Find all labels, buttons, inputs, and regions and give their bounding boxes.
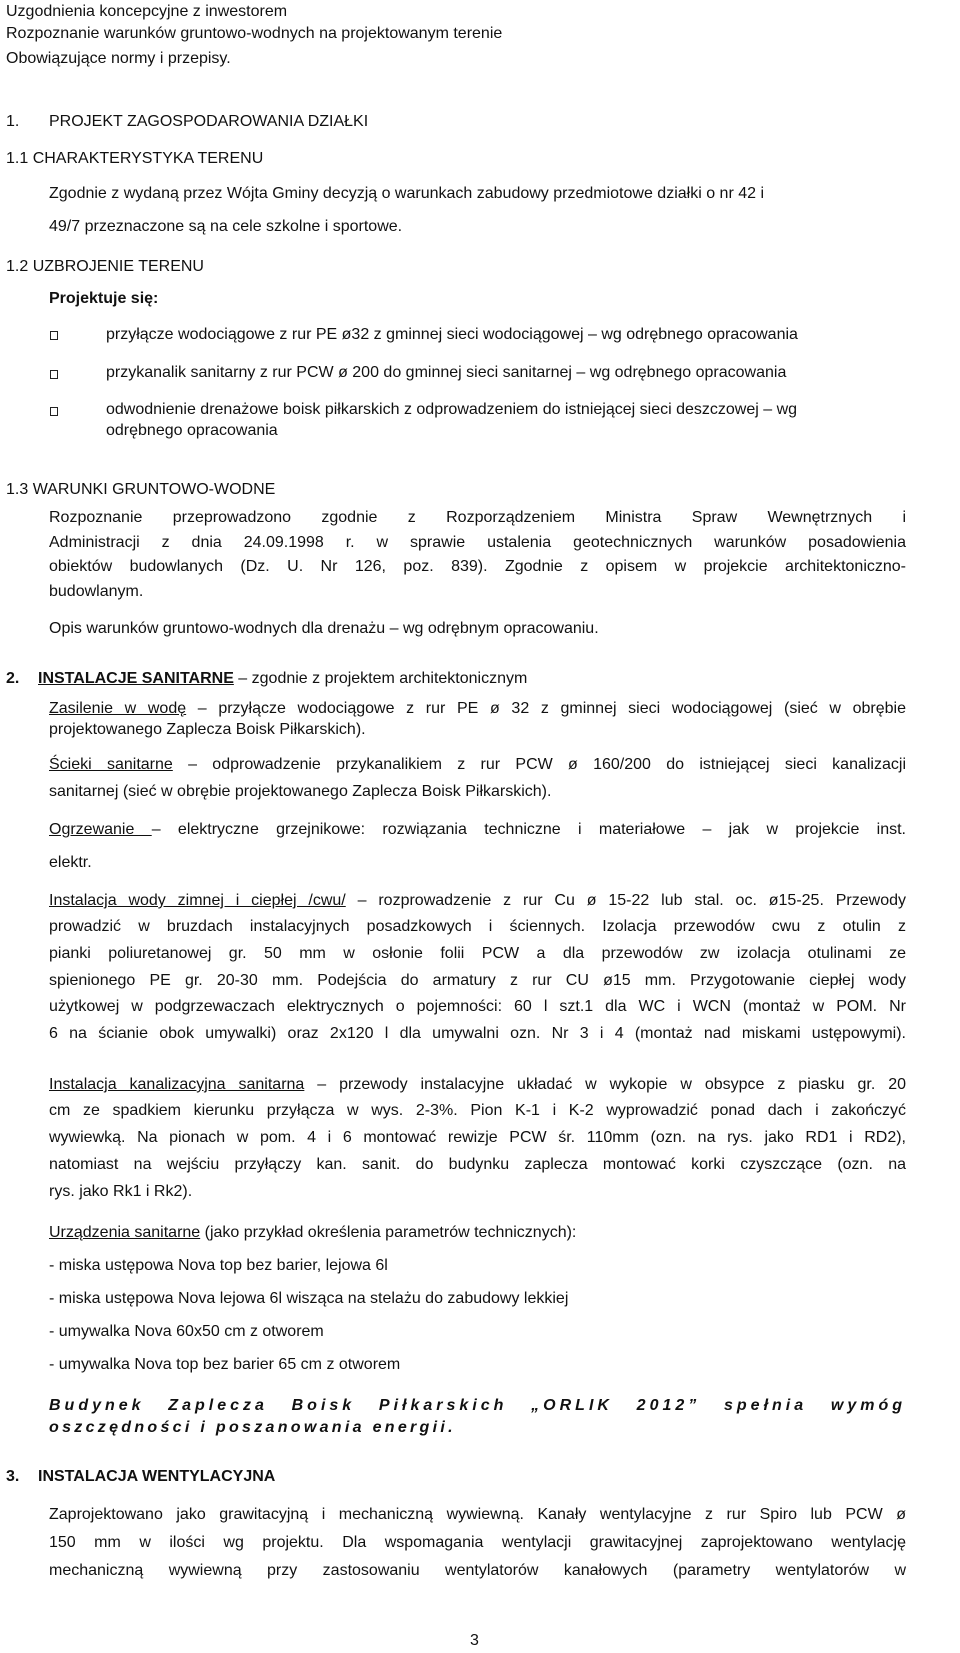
paragraph-line — [49, 1075, 906, 1094]
section-1-title: PROJEKT ZAGOSPODAROWANIA DZIAŁKI — [49, 113, 369, 130]
paragraph-line: 6 na ścianie obok umywalki) oraz 2x120 l dla umywalni ozn. Nr 3 i 4 (montaż nad miskami ustępowymi). — [49, 1025, 906, 1042]
subsection-label: Ścieki sanitarne — [49, 756, 173, 773]
subsection-label: Urządzenia sanitarne — [49, 1224, 201, 1241]
paragraph-line: wywiewką. Na pionach w pom. 4 i 6 montować rewizje PCW śr. 110mm (ozn. na rys. jako RD1 i RD2), — [49, 1129, 906, 1146]
header-line-1: Uzgodnienia koncepcyjne z inwestorem — [6, 3, 288, 20]
paragraph-line: 150 mm w ilości wg projektu. Dla wspomagania wentylacji grawitacyjnej zaprojektowano wentylację — [49, 1534, 906, 1551]
paragraph-line: rys. jako Rk1 i Rk2). — [49, 1183, 193, 1200]
square-bullet-icon — [50, 331, 58, 340]
list-item: przyłącze wodociągowe z rur PE ø32 z gminnej sieci wodociągowej – wg odrębnego opracowania — [106, 326, 798, 343]
device-item: - miska ustępowa Nova lejowa 6l wisząca na stelażu do zabudowy lekkiej — [49, 1290, 569, 1307]
section-1-1-title: 1.1 CHARAKTERYSTYKA TERENU — [6, 150, 264, 167]
paragraph-line: Opis warunków gruntowo-wodnych dla drenażu – wg odrębnym opracowaniu. — [49, 620, 599, 637]
square-bullet-icon — [50, 370, 58, 379]
paragraph-line: 49/7 przeznaczone są na cele szkolne i sportowe. — [49, 218, 403, 235]
device-item: - miska ustępowa Nova top bez barier, lejowa 6l — [49, 1257, 388, 1274]
paragraph-text: (jako przykład określenia parametrów technicznych): — [200, 1224, 577, 1241]
subsection-label: Zasilenie w wodę — [49, 700, 187, 717]
paragraph-line — [49, 755, 906, 774]
paragraph-text: – przyłącze wodociągowe z rur PE ø 32 z gminnej sieci wodociągowej (sieć w obrębie — [186, 700, 906, 717]
energy-statement: Budynek Zaplecza Boisk Piłkarskich „ORLIK 2012” spełnia wymóg — [49, 1397, 906, 1414]
paragraph-line: obiektów budowlanych (Dz. U. Nr 126, poz. 839). Zgodnie z opisem w projekcie architektoniczno- — [49, 558, 906, 575]
section-1-number: 1. — [6, 113, 20, 130]
list-item: odwodnienie drenażowe boisk piłkarskich z odprowadzeniem do istniejącej sieci deszczowej – wg — [106, 401, 798, 418]
paragraph-text: – odprowadzenie przykanalikiem z rur PCW ø 160/200 do istniejącej sieci kanalizacji — [172, 756, 906, 773]
paragraph-line: Administracji z dnia 24.09.1998 r. w sprawie ustalenia geotechnicznych warunków posadowienia — [49, 534, 906, 551]
paragraph-text: – elektryczne grzejnikowe: rozwiązania techniczne i materiałowe – jak w projekcie inst. — [151, 821, 907, 838]
section-2-title-rest: – zgodnie z projektem architektonicznym — [233, 670, 528, 687]
paragraph-line — [49, 820, 906, 839]
paragraph-line: projektowanego Zaplecza Boisk Piłkarskich). — [49, 721, 366, 738]
section-2-heading — [38, 669, 527, 688]
page-number: 3 — [470, 1632, 479, 1649]
device-item: - umywalka Nova top bez barier 65 cm z otworem — [49, 1356, 401, 1373]
paragraph-line: pianki poliuretanowej gr. 50 mm w osłonie folii PCW a dla przewodów zw izolacja otulinami ze — [49, 945, 906, 962]
section-3-number: 3. — [6, 1468, 20, 1485]
paragraph-text: – rozprowadzenie z rur Cu ø 15-22 lub stal. oc. ø15-25. Przewody — [345, 892, 907, 909]
paragraph-line: budowlanym. — [49, 583, 144, 600]
header-line-2: Rozpoznanie warunków gruntowo-wodnych na projektowanym terenie — [6, 25, 503, 42]
paragraph-line: Zgodnie z wydaną przez Wójta Gminy decyzją o warunkach zabudowy przedmiotowe działki o nr 42 i — [49, 185, 765, 202]
list-item: przykanalik sanitarny z rur PCW ø 200 do gminnej sieci sanitarnej – wg odrębnego opracowania — [106, 364, 787, 381]
paragraph-line — [49, 699, 906, 718]
paragraph-line: Rozpoznanie przeprowadzono zgodnie z Rozporządzeniem Ministra Spraw Wewnętrznych i — [49, 509, 906, 526]
device-item: - umywalka Nova 60x50 cm z otworem — [49, 1323, 324, 1340]
paragraph-text: – przewody instalacyjne układać w wykopie w obsypce z piasku gr. 20 — [304, 1076, 907, 1093]
paragraph-line — [49, 1223, 576, 1242]
subsection-label: Instalacja kanalizacyjna sanitarna — [49, 1076, 305, 1093]
paragraph-line — [49, 891, 906, 910]
section-3-title: INSTALACJA WENTYLACYJNA — [38, 1468, 276, 1485]
paragraph-line: sanitarnej (sieć w obrębie projektowanego Zaplecza Boisk Piłkarskich). — [49, 783, 552, 800]
header-line-3: Obowiązujące normy i przepisy. — [6, 50, 231, 67]
subsection-label: Instalacja wody zimnej i ciepłej /cwu/ — [49, 892, 346, 909]
section-1-2-title: 1.2 UZBROJENIE TERENU — [6, 258, 204, 275]
section-2-title: INSTALACJE SANITARNE — [38, 670, 234, 687]
list-item-continued: odrębnego opracowania — [106, 422, 278, 439]
paragraph-line: cm ze spadkiem kierunku przyłącza w wys. 2-3%. Pion K-1 i K-2 wyprowadzić ponad dach i zakończyć — [49, 1102, 906, 1119]
paragraph-line: spienionego PE gr. 20-30 mm. Podejścia do armatury z rur CU ø15 mm. Przygotowanie ciepłej wody — [49, 972, 906, 989]
paragraph-line: elektr. — [49, 854, 92, 871]
subsection-label: Ogrzewanie — [49, 821, 152, 838]
lead-text: Projektuje się: — [49, 290, 159, 307]
square-bullet-icon — [50, 407, 58, 416]
paragraph-line: Zaprojektowano jako grawitacyjną i mechaniczną wywiewną. Kanały wentylacyjne z rur Spiro lub PCW ø — [49, 1506, 906, 1523]
section-2-number: 2. — [6, 670, 20, 687]
paragraph-line: prowadzić w bruzdach instalacyjnych posadzkowych i ściennych. Izolacja przewodów cwu z otulin z — [49, 918, 906, 935]
paragraph-line: natomiast na wejściu przyłączy kan. sanit. do budynku zaplecza montować korki czyszczące (ozn. na — [49, 1156, 906, 1173]
section-1-3-title: 1.3 WARUNKI GRUNTOWO-WODNE — [6, 481, 276, 498]
energy-statement-continued: oszczędności i poszanowania energii. — [49, 1419, 456, 1436]
paragraph-line: użytkowej w podgrzewaczach elektrycznych o pojemności: 60 l szt.1 dla WC i WCN (montaż w POM. Nr — [49, 998, 906, 1015]
paragraph-line: mechaniczną wywiewną przy zastosowaniu wentylatorów kanałowych (parametry wentylatorów w — [49, 1562, 906, 1579]
